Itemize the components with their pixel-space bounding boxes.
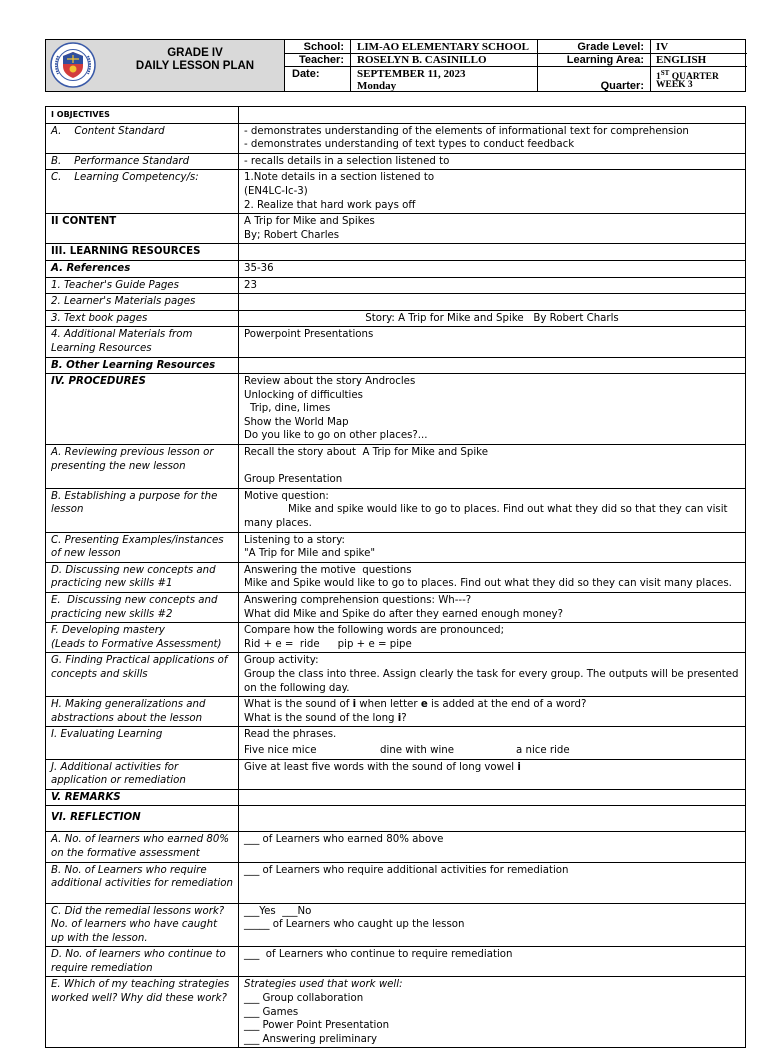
- performance-standard-value: - recalls details in a selection listened to: [239, 153, 746, 170]
- procedures-value: Review about the story Androcles Unlocking of difficulties Trip, dine, limes Show the World Map Do you like to go on other places?...: [239, 374, 746, 445]
- teacher-label: Teacher:: [298, 54, 344, 66]
- remarks-label: V. REMARKS: [46, 789, 239, 806]
- procedure-h-label: H. Making generalizations and abstractions about the lesson: [46, 697, 239, 727]
- reflection-label: VI. REFLECTION: [46, 806, 239, 832]
- procedure-b-label: B. Establishing a purpose for the lesson: [46, 488, 239, 532]
- reflection-d-label: D. No. of learners who continue to require remediation: [46, 947, 239, 977]
- table-row: [46, 244, 746, 261]
- quarter-label: Quarter:: [600, 80, 644, 92]
- procedure-a-value: Recall the story about A Trip for Mike and Spike Group Presentation: [239, 445, 746, 489]
- table-row: [46, 532, 746, 562]
- reflection-e-value: Strategies used that work well: ___ Group collaboration ___ Games ___ Power Point Presentation ___ Answering preliminary: [239, 977, 746, 1048]
- table-row: [46, 214, 746, 244]
- table-row: [46, 107, 746, 124]
- deped-seal-icon: [50, 42, 96, 88]
- textbook-label: 3. Text book pages: [46, 310, 239, 327]
- procedure-f-value: Compare how the following words are pronounced; Rid + e = ride pip + e = pipe: [239, 623, 746, 653]
- procedure-c-label: C. Presenting Examples/instances of new lesson: [46, 532, 239, 562]
- title-grade: GRADE IV: [167, 47, 223, 59]
- procedure-f-label: F. Developing mastery (Leads to Formative Assessment): [46, 623, 239, 653]
- procedure-g-value: Group activity: Group the class into three. Assign clearly the task for every group. The outputs will be presented on the following day.: [239, 653, 746, 697]
- table-row: [46, 759, 746, 789]
- lesson-plan-table: [45, 106, 746, 1048]
- competency-label: C. Learning Competency/s:: [46, 170, 239, 214]
- table-row: [46, 593, 746, 623]
- table-row: [46, 903, 746, 947]
- table-row: [46, 445, 746, 489]
- quarter-value: 1ST QUARTER: [656, 69, 719, 83]
- teachers-guide-value: 23: [239, 277, 746, 294]
- table-row: [46, 153, 746, 170]
- textbook-value: Story: A Trip for Mike and Spike By Robert Charls: [239, 310, 746, 327]
- table-row: [46, 947, 746, 977]
- grade-level-value: IV: [656, 41, 669, 53]
- day-value: Monday: [357, 80, 397, 92]
- plan-title: [110, 47, 280, 73]
- reflection-c-label: C. Did the remedial lessons work? No. of learners who have caught up with the lesson.: [46, 903, 239, 947]
- table-row: [46, 727, 746, 759]
- learners-materials-label: 2. Learner's Materials pages: [46, 294, 239, 311]
- procedure-j-label: J. Additional activities for application or remediation: [46, 759, 239, 789]
- lesson-plan-header: [45, 39, 746, 92]
- reflection-a-value: ___ of Learners who earned 80% above: [239, 832, 746, 862]
- procedure-j-value: Give at least five words with the sound of long vowel i: [239, 759, 746, 789]
- learning-area-value: ENGLISH: [656, 54, 707, 66]
- reflection-e-label: E. Which of my teaching strategies worked well? Why did these work?: [46, 977, 239, 1048]
- table-row: [46, 623, 746, 653]
- procedure-i-label: I. Evaluating Learning: [46, 727, 239, 759]
- content-label: II CONTENT: [46, 214, 239, 244]
- procedure-e-value: Answering comprehension questions: Wh---? What did Mike and Spike do after they earned enough money?: [239, 593, 746, 623]
- procedure-i-value: Read the phrases. Five nice mice dine with wine a nice ride: [239, 727, 746, 759]
- procedures-label: IV. PROCEDURES: [46, 374, 239, 445]
- grade-level-label: Grade Level:: [577, 41, 644, 53]
- procedure-e-label: E. Discussing new concepts and practicing new skills #2: [46, 593, 239, 623]
- additional-materials-label: 4. Additional Materials from Learning Resources: [46, 327, 239, 357]
- table-row: [46, 653, 746, 697]
- competency-value: 1.Note details in a section listened to (EN4LC-Ic-3) 2. Realize that hard work pays off: [239, 170, 746, 214]
- content-standard-value: - demonstrates understanding of the elements of informational text for comprehension - demonstrates understanding of text types to conduct feedback: [239, 123, 746, 153]
- additional-materials-value: Powerpoint Presentations: [239, 327, 746, 357]
- procedure-d-label: D. Discussing new concepts and practicing new skills #1: [46, 562, 239, 592]
- content-value: A Trip for Mike and Spikes By; Robert Charles: [239, 214, 746, 244]
- procedure-g-label: G. Finding Practical applications of concepts and skills: [46, 653, 239, 697]
- header-title-cell: [46, 40, 284, 91]
- procedure-a-label: A. Reviewing previous lesson or presenting the new lesson: [46, 445, 239, 489]
- objectives-header: I OBJECTIVES: [46, 107, 239, 124]
- table-row: [46, 697, 746, 727]
- resources-label: III. LEARNING RESOURCES: [46, 244, 239, 261]
- table-row: [46, 170, 746, 214]
- title-plan: DAILY LESSON PLAN: [135, 60, 255, 72]
- table-row: [46, 977, 746, 1048]
- content-standard-label: A. Content Standard: [46, 123, 239, 153]
- table-row: [46, 357, 746, 374]
- table-row: [46, 310, 746, 327]
- table-row: [46, 327, 746, 357]
- date-value: SEPTEMBER 11, 2023: [357, 68, 466, 80]
- learning-area-label: Learning Area:: [566, 54, 644, 66]
- table-row: [46, 862, 746, 903]
- reflection-c-value: ___Yes ___No _____ of Learners who caught up the lesson: [239, 903, 746, 947]
- procedure-c-value: Listening to a story: "A Trip for Mile and spike": [239, 532, 746, 562]
- school-label: School:: [303, 41, 344, 53]
- table-row: [46, 488, 746, 532]
- reflection-b-value: ___ of Learners who require additional activities for remediation: [239, 862, 746, 903]
- reflection-d-value: ___ of Learners who continue to require remediation: [239, 947, 746, 977]
- references-value: 35-36: [239, 260, 746, 277]
- school-value: LIM-AO ELEMENTARY SCHOOL: [357, 41, 529, 53]
- table-row: [46, 294, 746, 311]
- table-row: [46, 789, 746, 806]
- reflection-a-label: A. No. of learners who earned 80% on the formative assessment: [46, 832, 239, 862]
- performance-standard-label: B. Performance Standard: [46, 153, 239, 170]
- table-row: [46, 277, 746, 294]
- procedure-d-value: Answering the motive questions Mike and Spike would like to go to places. Find out what they did so they can visit many places.: [239, 562, 746, 592]
- table-row: [46, 260, 746, 277]
- procedure-h-value: What is the sound of i when letter e is added at the end of a word? What is the sound of the long i?: [239, 697, 746, 727]
- teachers-guide-label: 1. Teacher's Guide Pages: [46, 277, 239, 294]
- table-row: [46, 123, 746, 153]
- table-row: [46, 562, 746, 592]
- table-row: [46, 832, 746, 862]
- table-row: [46, 374, 746, 445]
- references-label: A. References: [46, 260, 239, 277]
- other-resources-label: B. Other Learning Resources: [46, 357, 239, 374]
- week-value: WEEK 3: [656, 80, 693, 90]
- teacher-value: ROSELYN B. CASINILLO: [357, 54, 487, 66]
- date-label: Date:: [292, 68, 320, 80]
- table-row: [46, 806, 746, 832]
- reflection-b-label: B. No. of Learners who require additional activities for remediation: [46, 862, 239, 903]
- procedure-b-value: Motive question: Mike and spike would like to go to places. Find out what they did so that they can visit many places.: [239, 488, 746, 532]
